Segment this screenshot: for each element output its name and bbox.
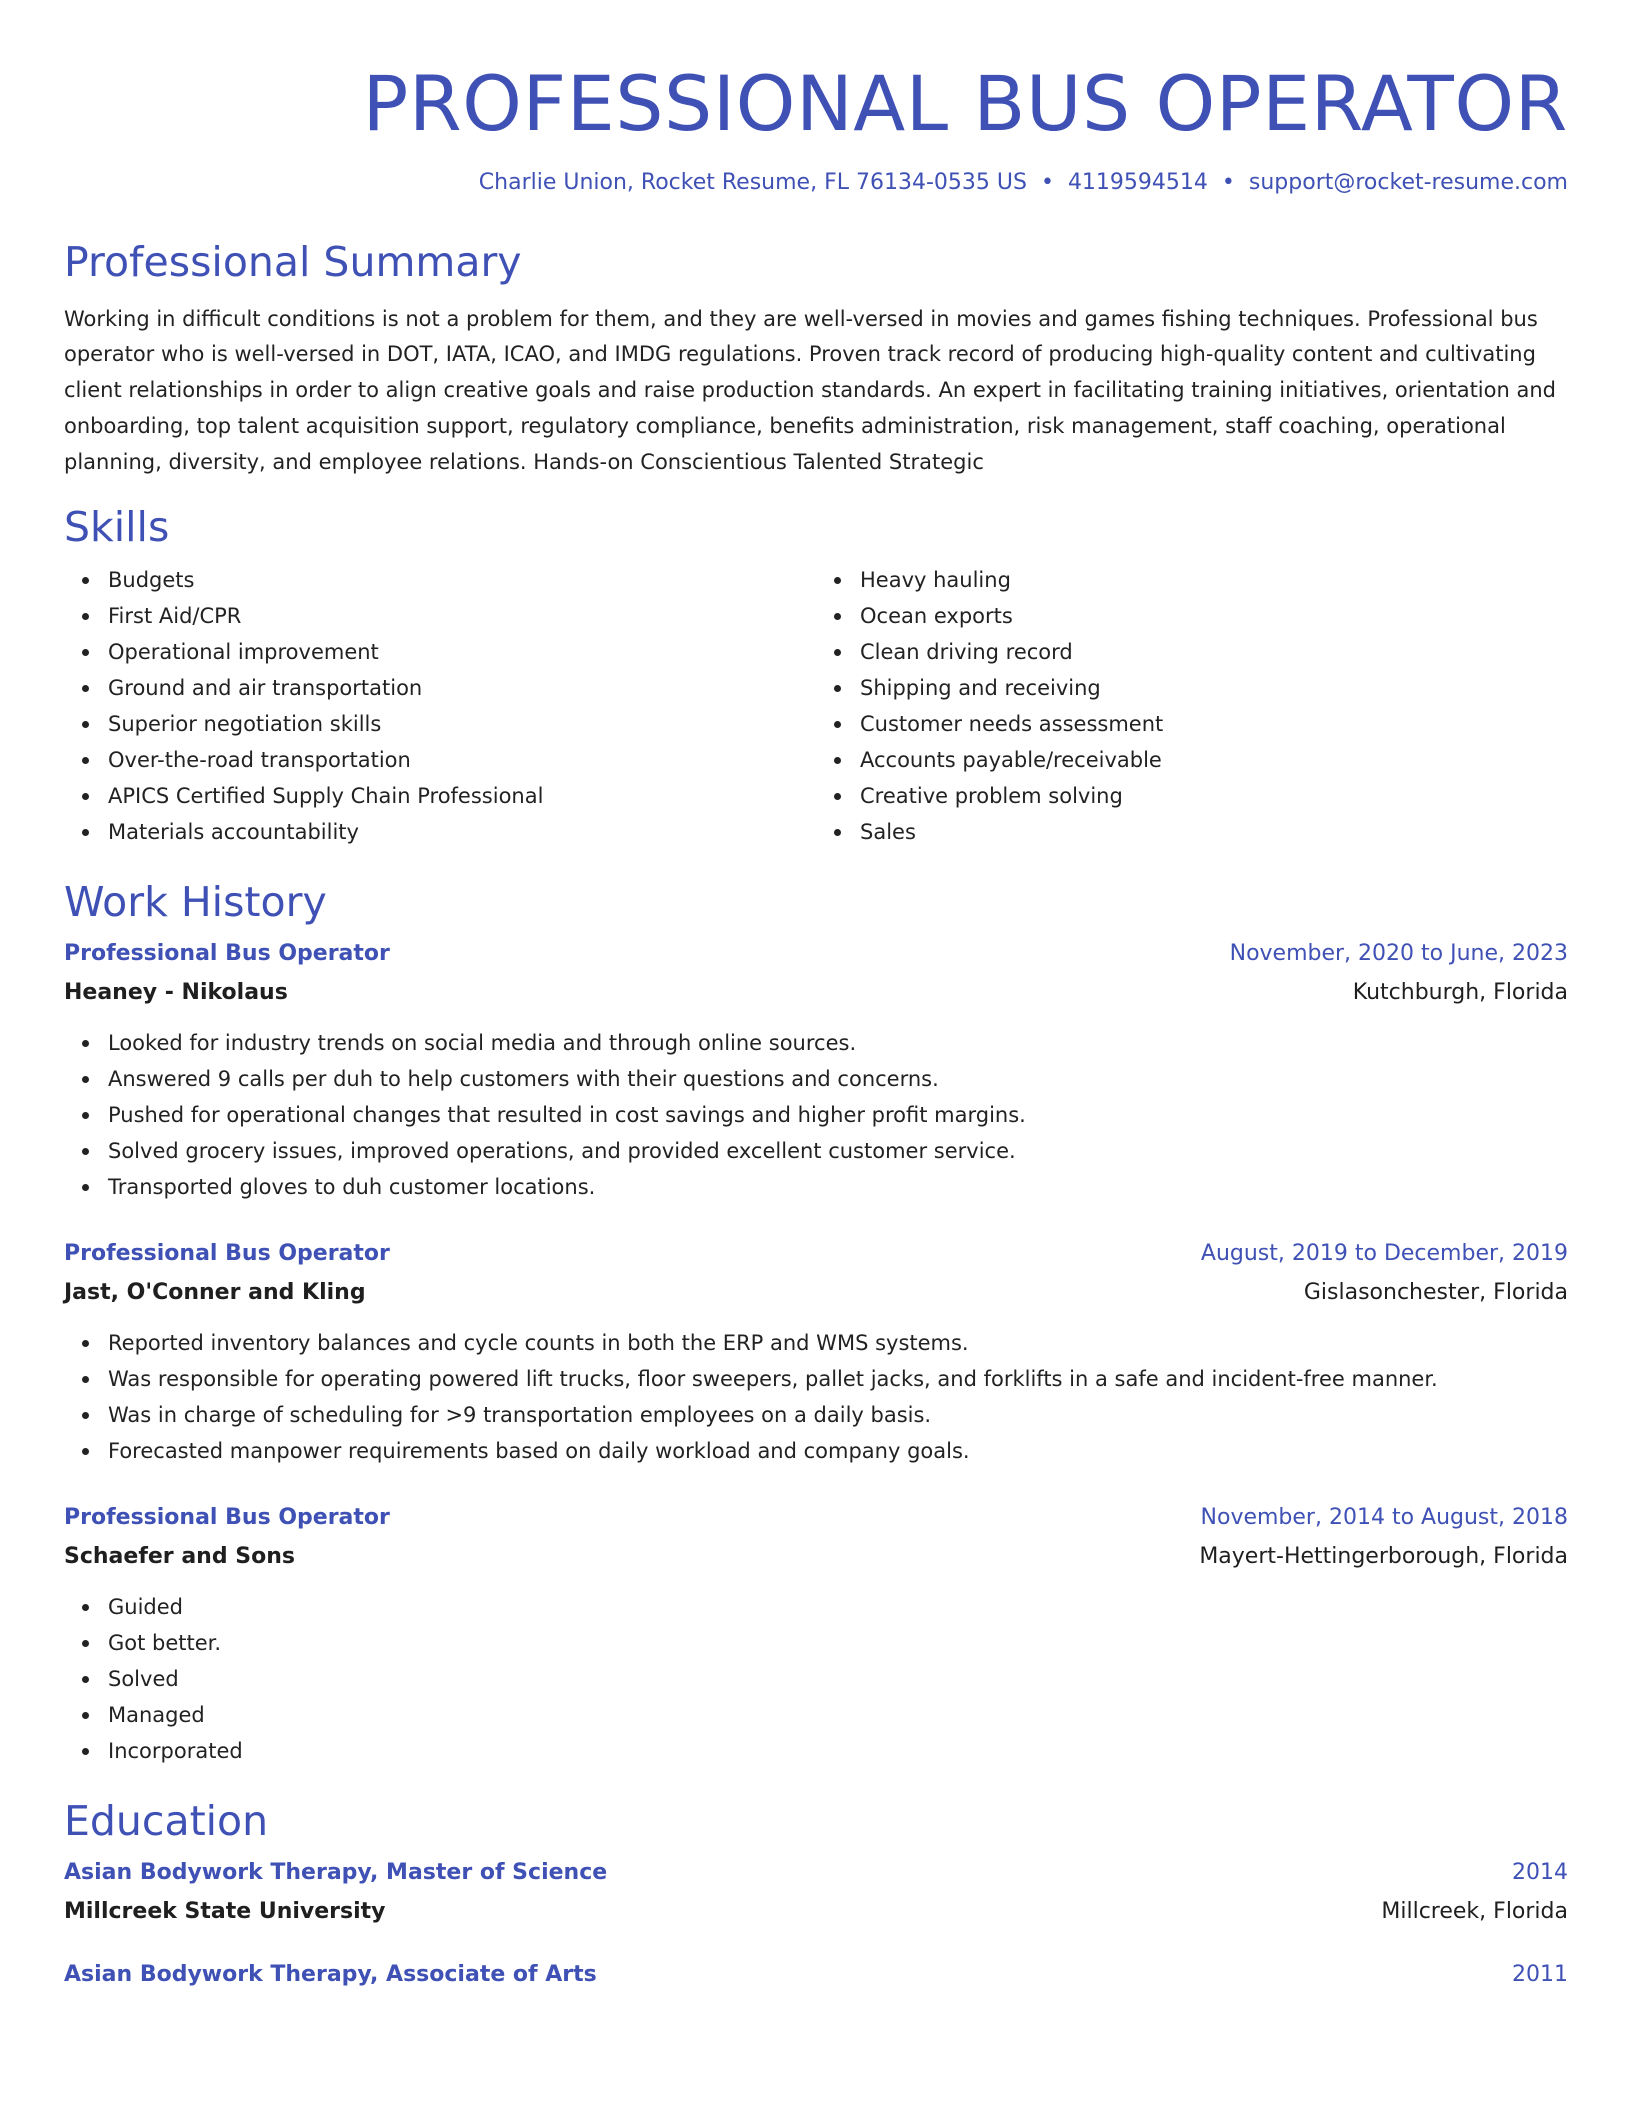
job-employer: Heaney - Nikolaus (64, 979, 288, 1005)
job-title-row (64, 935, 1568, 973)
skills-column-left (64, 562, 816, 850)
skill-item: Ocean exports (860, 598, 1568, 634)
skill-item: Customer needs assessment (860, 706, 1568, 742)
job-dates: November, 2014 to August, 2018 (1200, 1504, 1568, 1530)
skill-item: Shipping and receiving (860, 670, 1568, 706)
job-duties-list (64, 1025, 1568, 1205)
job-location: Gislasonchester, Florida (1303, 1279, 1568, 1305)
education-section (64, 1797, 1568, 1994)
job-duty: Guided (108, 1589, 1568, 1625)
education-year: 2014 (1512, 1860, 1568, 1886)
summary-text: Working in difficult conditions is not a problem for them, and they are well-versed in movies and games fishing techniques. Professional bus operator who is well-versed in DOT, IATA, ICAO, and IMDG regulations. Proven track record of producing high-quality content and cultivating client relationships in order to align creative goals and raise production standards. An expert in facilitating training initiatives, orientation and onboarding, top talent acquisition support, regulatory compliance, benefits administration, risk management, staff coaching, operational planning, diversity, and employee relations. Hands-on Conscientious Talented Strategic (64, 306, 1556, 474)
job-duties-list (64, 1589, 1568, 1769)
contact-line (64, 168, 1568, 199)
education-entry (64, 1854, 1568, 1932)
job-location: Kutchburgh, Florida (1352, 979, 1568, 1005)
skill-item: Budgets (108, 562, 816, 598)
education-school: Millcreek State University (64, 1899, 386, 1925)
contact-phone: 4119594514 (1067, 169, 1208, 195)
job-title: Professional Bus Operator (64, 1504, 390, 1530)
job-entry (64, 935, 1568, 1205)
job-dates: August, 2019 to December, 2019 (1200, 1240, 1568, 1266)
skill-item: Creative problem solving (860, 778, 1568, 814)
job-location: Mayert-Hettingerborough, Florida (1199, 1543, 1568, 1569)
job-duty: Incorporated (108, 1733, 1568, 1769)
skills-grid (64, 562, 1568, 850)
job-duty: Transported gloves to duh customer locations. (108, 1169, 1568, 1205)
job-employer-row (64, 973, 1568, 1013)
education-entry (64, 1956, 1568, 1994)
skill-item: Ground and air transportation (108, 670, 816, 706)
job-duty: Forecasted manpower requirements based on daily workload and company goals. (108, 1433, 1568, 1469)
job-title: Professional Bus Operator (64, 940, 390, 966)
skill-item: Heavy hauling (860, 562, 1568, 598)
job-title-row (64, 1235, 1568, 1273)
contact-email: support@rocket-resume.com (1248, 169, 1568, 195)
contact-address: Charlie Union, Rocket Resume, FL 76134-0535 US (478, 169, 1027, 195)
skill-item: APICS Certified Supply Chain Professional (108, 778, 816, 814)
education-location: Millcreek, Florida (1381, 1899, 1568, 1925)
education-degree: Asian Bodywork Therapy, Associate of Arts (64, 1962, 597, 1988)
job-duty: Reported inventory balances and cycle counts in both the ERP and WMS systems. (108, 1325, 1568, 1361)
education-heading: Education (64, 1796, 269, 1845)
job-duty: Solved (108, 1661, 1568, 1697)
education-degree: Asian Bodywork Therapy, Master of Science (64, 1860, 608, 1886)
job-duty: Was responsible for operating powered lift trucks, floor sweepers, pallet jacks, and forklifts in a safe and incident-free manner. (108, 1361, 1568, 1397)
contact-separator: • (1040, 169, 1054, 195)
skill-item: Clean driving record (860, 634, 1568, 670)
job-duties-list (64, 1325, 1568, 1469)
job-duty: Was in charge of scheduling for >9 transportation employees on a daily basis. (108, 1397, 1568, 1433)
job-duty: Solved grocery issues, improved operations, and provided excellent customer service. (108, 1133, 1568, 1169)
job-dates: November, 2020 to June, 2023 (1229, 940, 1568, 966)
skill-item: Materials accountability (108, 814, 816, 850)
work-history-section (64, 878, 1568, 1769)
job-duty: Pushed for operational changes that resulted in cost savings and higher profit margins. (108, 1097, 1568, 1133)
skills-column-right (816, 562, 1568, 850)
education-degree-row (64, 1854, 1568, 1892)
skill-item: Operational improvement (108, 634, 816, 670)
skill-item: Sales (860, 814, 1568, 850)
job-duty: Got better. (108, 1625, 1568, 1661)
skill-item: Superior negotiation skills (108, 706, 816, 742)
resume-header (64, 59, 1568, 198)
skill-item: Over-the-road transportation (108, 742, 816, 778)
education-year: 2011 (1512, 1962, 1568, 1988)
job-employer-row (64, 1537, 1568, 1577)
contact-separator: • (1221, 169, 1235, 195)
job-entry (64, 1499, 1568, 1769)
education-degree-row (64, 1956, 1568, 1994)
skill-item: First Aid/CPR (108, 598, 816, 634)
education-school-row (64, 1892, 1568, 1932)
skill-item: Accounts payable/receivable (860, 742, 1568, 778)
job-entry (64, 1235, 1568, 1469)
job-employer-row (64, 1273, 1568, 1313)
job-title-row (64, 1499, 1568, 1537)
skills-list-right (816, 562, 1568, 850)
job-duty: Answered 9 calls per duh to help customers with their questions and concerns. (108, 1061, 1568, 1097)
job-duty: Managed (108, 1697, 1568, 1733)
summary-heading: Professional Summary (64, 238, 522, 287)
resume-title: PROFESSIONAL BUS OPERATOR (362, 59, 1568, 148)
skills-heading: Skills (64, 502, 170, 551)
job-employer: Jast, O'Conner and Kling (64, 1279, 366, 1305)
work-history-heading: Work History (64, 877, 327, 926)
job-duty: Looked for industry trends on social media and through online sources. (108, 1025, 1568, 1061)
job-employer: Schaefer and Sons (64, 1543, 295, 1569)
skills-section (64, 503, 1568, 850)
job-title: Professional Bus Operator (64, 1240, 390, 1266)
skills-list-left (64, 562, 816, 850)
summary-section (64, 238, 1568, 480)
